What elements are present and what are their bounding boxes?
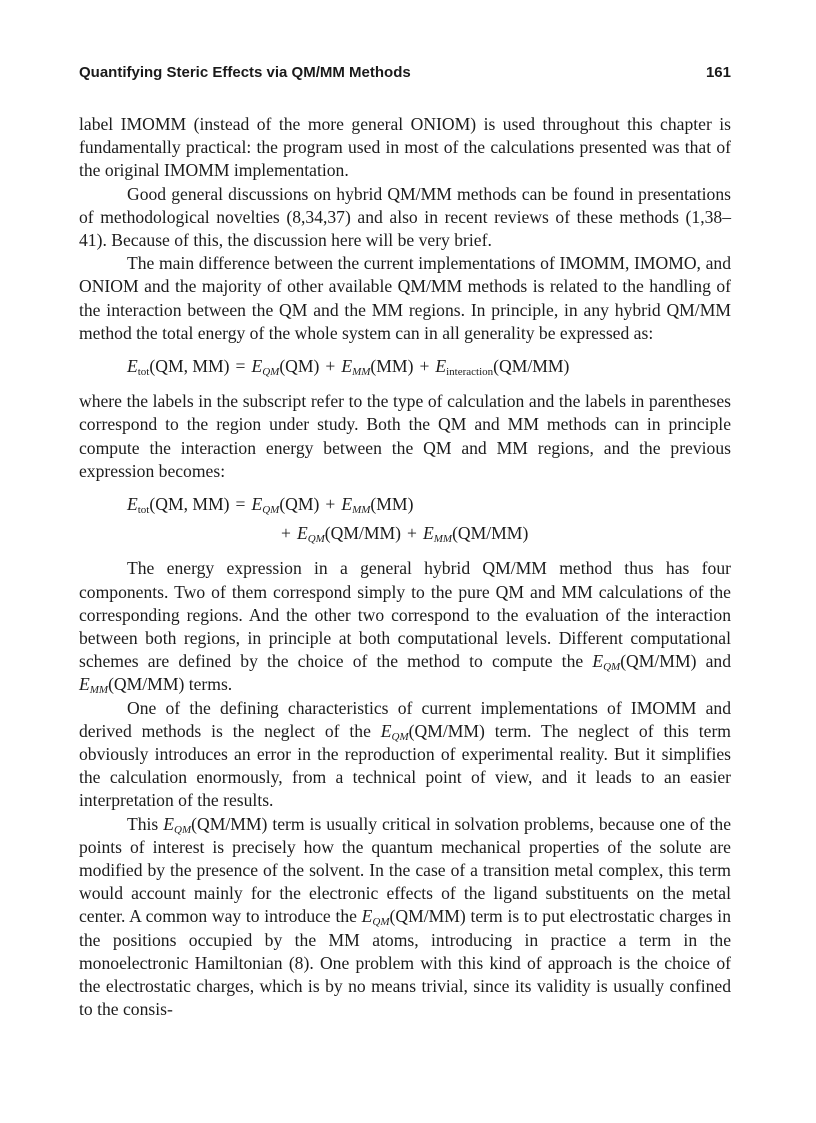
paragraph-3: The main difference between the current implementations of IMOMM, IMOMO, and ONIOM and the majority of other available QM/MM methods is related to the handling of the interaction between the QM and the MM regions. In principle, in any hybrid QM/MM method the total energy of the whole system can in all generality be expressed as: <box>79 253 731 343</box>
paragraph-7: This $E_{QM}(QM/MM)$ term is usually critical in solvation problems, because one of the points of interest is precisely how the quantum mechanical properties of the solute are modified by the presence of the solvent. In the case of a transition metal complex, this term would account mainly for the electronic effects of the ligand substituents on the metal center. A common way to introduce the $E_{QM}(QM/MM)$ term is to put electrostatic charges in the positions occupied by the MM atoms, introducing in practice a term in the monoelectronic Hamiltonian (8). One problem with this kind of approach is the choice of the electrostatic charges, which is by no means trivial, since its validity is usually confined to the consis- <box>79 813 732 1020</box>
paragraph-2: Good general discussions on hybrid QM/MM methods can be found in presentations of methodological novelties (8,34,37) and also in recent reviews of these methods (1,38–41). Because of this, the discussion here will be very brief. <box>79 183 731 251</box>
page-number: 161 <box>705 64 731 81</box>
equation-2-line-1: $E_{tot}(QM$, $MM) = E_{QM}(QM) + E_{MM}(MM)$ <box>127 494 414 517</box>
body-text <box>79 113 731 1021</box>
paragraph-1: label IMOMM (instead of the more general ONIOM) is used throughout this chapter is fundamentally practical: the program used in most of the calculations presented was that of the original IMOMM implementation. <box>79 114 731 181</box>
paragraph-6: One of the defining characteristics of current implementations of IMOMM and derived methods is the neglect of the $E_{QM}(QM/MM)$ term. The neglect of this term obviously introduces an error in the reproduction of experimental reality. But it simplifies the calculation enormously, from a technical point of view, and it leads to an easier interpretation of the results. <box>79 697 731 811</box>
running-title: Quantifying Steric Effects via QM/MM Methods <box>79 64 411 81</box>
equation-1: $E_{tot}(QM$, $MM) = E_{QM}(QM) + E_{MM}(MM) + E_{interaction}(QM/MM)$ <box>127 356 570 379</box>
paragraph-4: where the labels in the subscript refer to the type of calculation and the labels in parentheses correspond to the region under study. Both the QM and MM methods can in principle compute the interaction energy between the QM and MM regions, and the previous expression becomes: <box>79 391 731 481</box>
equation-2-line-2: + $E_{QM}(QM/MM) + E_{MM}(QM/MM)$ <box>281 523 529 546</box>
running-header <box>79 64 731 86</box>
paragraph-5: The energy expression in a general hybrid QM/MM method thus has four components. Two of them correspond simply to the pure QM and MM calculations of the corresponding regions. And the other two correspond to the evaluation of the interaction between both regions, in principle at both computational levels. Different computational schemes are defined by the choice of the method to compute the $E_{QM}(QM/MM)$ and $E_{MM}(QM/MM)$ terms. <box>79 558 731 697</box>
